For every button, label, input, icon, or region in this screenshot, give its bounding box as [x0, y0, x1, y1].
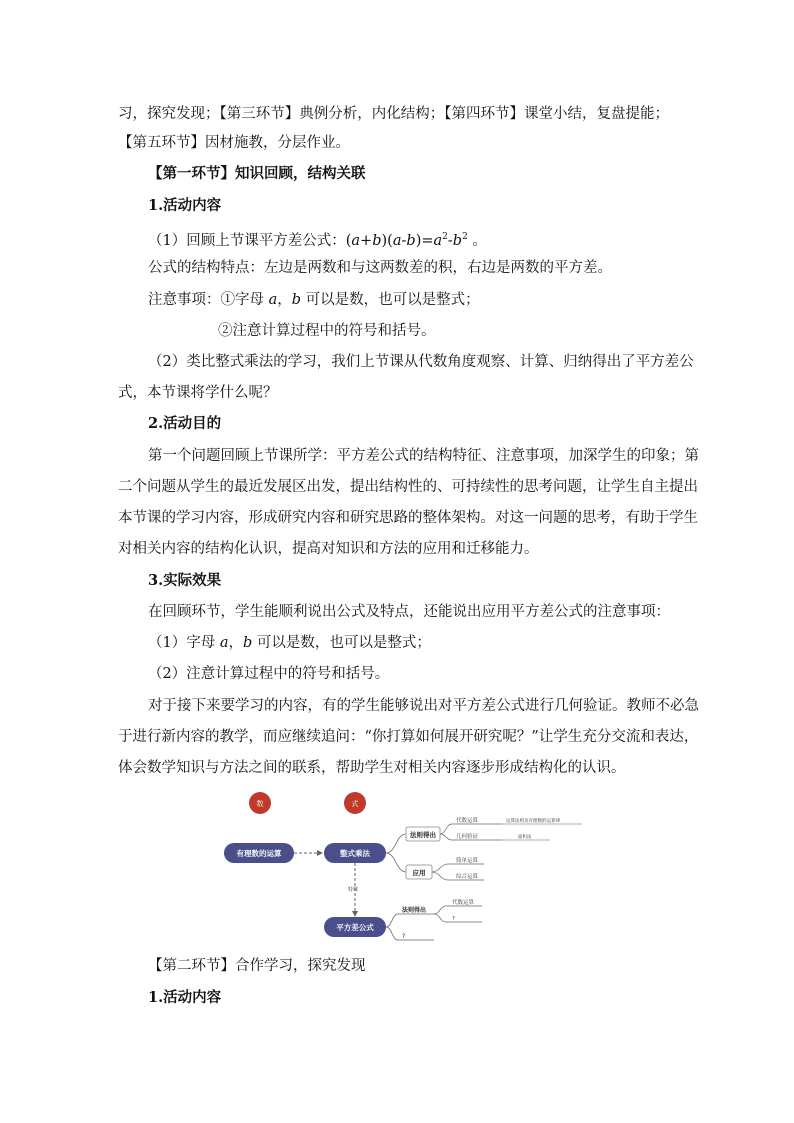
text-span: 。	[467, 232, 487, 249]
paragraph-line: 习，探究发现；【第三环节】典例分析，内化结构；【第四环节】课堂小结，复盘提能；	[118, 106, 669, 122]
var-a: a	[433, 232, 443, 249]
text-span: （1）回顾上节课平方差公式：(	[148, 232, 352, 249]
var-a: a	[392, 232, 402, 249]
text-span: -	[401, 232, 407, 249]
paragraph-line: 体会数学知识与方法之间的联系，帮助学生对相关内容逐步形成结构化的认识。	[118, 760, 626, 776]
node-rational-label: 有理数的运算	[236, 849, 282, 858]
section-heading: 【第二环节】合作学习，探究发现	[148, 958, 366, 974]
branch-line	[386, 853, 406, 872]
branch-line	[440, 824, 502, 834]
question-mark: ?	[402, 933, 406, 940]
branch-line	[386, 914, 434, 927]
question-mark: ?	[452, 916, 455, 922]
node-rule2-label: 法则得出	[402, 907, 427, 914]
circle-shu-label: 数	[256, 800, 264, 808]
paragraph-line: 式，本节课将学什么呢？	[118, 385, 278, 401]
text-span: ，	[228, 635, 243, 651]
paragraph-line: 【第五环节】因材施教，分层作业。	[118, 135, 350, 151]
text-span: ，	[277, 292, 292, 308]
paragraph-line: （2）类比整式乘法的学习，我们上节课从代数角度观察、计算、归纳得出了平方差公	[148, 354, 694, 370]
leaf-simple: 简单运算	[456, 858, 479, 864]
formula-line	[148, 227, 487, 251]
subheading: 1.活动内容	[148, 989, 222, 1006]
node-rule-label: 法则得出	[410, 831, 436, 839]
var-a: a	[268, 292, 278, 308]
paragraph-line: 本节课的学习内容，形成研究内容和研究思路的整体架构。对这一问题的思考，有助于学生	[118, 510, 698, 526]
circle-shi-label: 式	[351, 800, 359, 808]
var-a: a	[219, 635, 229, 651]
paragraph-line: 二个问题从学生的最近发展区出发，提出结构性的、可持续性的思考问题，让学生自主提出	[118, 479, 698, 495]
branch-line	[432, 864, 484, 872]
paragraph-line: （2）注意计算过程中的符号和括号。	[148, 666, 390, 682]
leaf-algebra-note: 运算法则及有理数的运算律	[506, 819, 560, 824]
paragraph-line: 第一个问题回顾上节课所学：平方差公式的结构特征、注意事项，加深学生的印象；第	[148, 448, 699, 464]
paragraph-line: 对于接下来要学习的内容，有的学生能够说出对平方差公式进行几何验证。教师不必急	[148, 698, 699, 714]
paragraph-line	[148, 633, 431, 653]
paragraph-line: 于进行新内容的教学，而应继续追问：“你打算如何展开研究呢？”让学生充分交流和表达，	[118, 729, 699, 745]
subheading: 3.实际效果	[148, 572, 222, 589]
var-b: b	[452, 232, 463, 249]
var-b: b	[372, 232, 382, 249]
leaf-algebra: 代数运算	[456, 818, 479, 824]
text-span: -	[447, 232, 453, 249]
paragraph-line: ②注意计算过程中的符号和括号。	[218, 323, 436, 339]
var-b: b	[406, 232, 416, 249]
paragraph-line: 公式的结构特点：左边是两数和与这两数差的积，右边是两数的平方差。	[148, 260, 612, 276]
exponent: 2	[442, 232, 448, 242]
branch-line	[434, 906, 482, 914]
leaf-geometry-note: 面积法	[518, 835, 532, 840]
subheading: 1.活动内容	[148, 197, 222, 214]
leaf-algebra2: 代数运算	[452, 900, 475, 906]
edge-special: 特殊	[348, 887, 359, 893]
branch-line	[386, 927, 434, 940]
paragraph-line: 对相关内容的结构化认识，提高对知识和方法的应用和迁移能力。	[118, 541, 539, 557]
text-span: 可以是数，也可以是整式；	[301, 292, 480, 308]
branch-line	[386, 834, 406, 853]
text-span: 可以是数，也可以是整式；	[252, 635, 431, 651]
text-span: )(	[381, 232, 393, 249]
node-poly-label: 整式乘法	[340, 849, 370, 858]
var-a: a	[351, 232, 361, 249]
text-span: （1）字母	[148, 635, 220, 651]
leaf-combined: 综合运算	[456, 874, 479, 880]
node-apply-label: 应用	[412, 869, 426, 877]
node-diff-label: 平方差公式	[336, 923, 374, 932]
paragraph-line	[148, 290, 480, 310]
var-b: b	[243, 635, 253, 651]
text-span: 注意事项：①字母	[148, 292, 269, 308]
exponent: 2	[462, 232, 468, 242]
paragraph-line: 在回顾环节，学生能顺利说出公式及特点，还能说出应用平方差公式的注意事项：	[148, 604, 670, 620]
structure-diagram	[220, 788, 590, 948]
var-b: b	[291, 292, 302, 308]
branch-line	[434, 914, 482, 922]
text-span: +	[360, 232, 373, 249]
leaf-geometry: 几何验证	[456, 834, 479, 840]
text-span: )=	[415, 232, 434, 249]
section-heading: 【第一环节】知识回顾，结构关联	[148, 165, 366, 182]
subheading: 2.活动目的	[148, 415, 222, 432]
